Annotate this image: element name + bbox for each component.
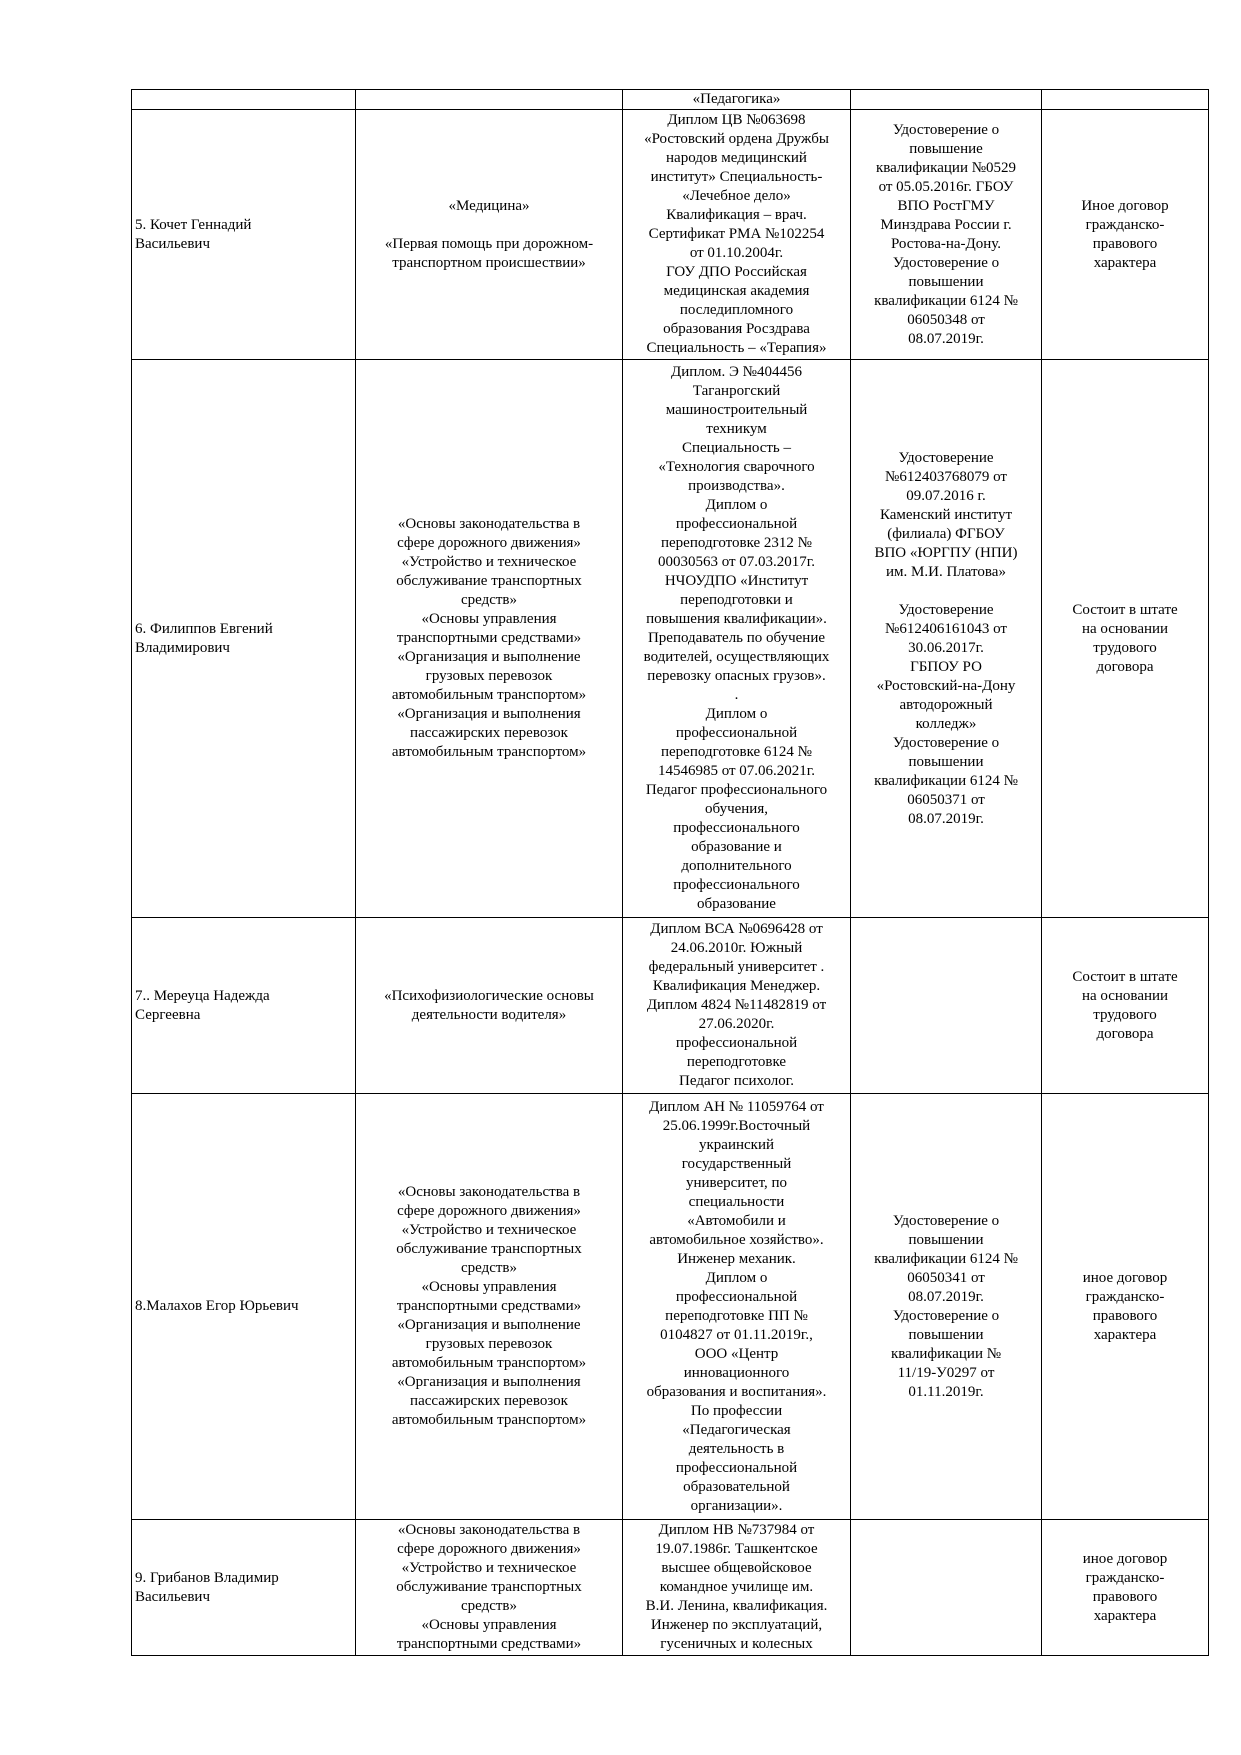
disciplines-line: обслуживание транспортных <box>396 573 582 589</box>
qualification-line: Удостоверение о <box>892 734 1000 751</box>
qualification-line: автодорожный <box>899 696 993 713</box>
education-cell <box>623 360 851 918</box>
education-line: федеральный университет . <box>648 959 825 975</box>
education-line: Педагог профессионального <box>645 782 828 798</box>
employment-status-cell <box>1042 1520 1209 1656</box>
qualification-line: 01.11.2019г. <box>908 1383 984 1400</box>
status-line: правового <box>1092 235 1158 252</box>
table-row <box>132 918 1209 1094</box>
disciplines-cell <box>356 110 623 360</box>
education-line: «Ростовский ордена Дружбы <box>644 131 829 147</box>
education-line: Специальность – <box>681 440 792 456</box>
status-line: на основании <box>1081 987 1169 1004</box>
status-line: Состоит в штате <box>1072 968 1178 985</box>
status-line: на основании <box>1081 620 1169 637</box>
education-line: гусеничных и колесных <box>660 1636 813 1652</box>
employment-status-cell <box>1042 360 1209 918</box>
education-line: 25.06.1999г.Восточный <box>662 1117 811 1134</box>
education-line: профессиональной <box>675 516 798 532</box>
disciplines-cell <box>356 1094 623 1520</box>
disciplines-line: «Организация и выполнения <box>397 1374 581 1390</box>
education-line: 14546985 от 07.06.2021г. <box>657 763 816 779</box>
education-line: организации». <box>690 1497 783 1514</box>
education-line: Инженер по эксплуатаций, <box>650 1617 823 1633</box>
education-line: Диплом о <box>705 706 768 722</box>
status-line: правового <box>1092 1588 1158 1605</box>
disciplines-line: транспортном происшествии» <box>392 254 586 271</box>
education-line: Диплом о <box>705 1269 768 1286</box>
education-cell <box>623 110 851 360</box>
education-line: перевозку опасных грузов». <box>647 668 826 684</box>
disciplines-line: грузовых перевозок <box>425 1336 553 1352</box>
qualification-line: повышении <box>908 753 984 770</box>
name-line: Владимирович <box>135 639 230 656</box>
status-line: Иное договор <box>1081 197 1169 214</box>
qualification-line: квалификации № <box>890 1345 1002 1362</box>
qualification-line: №612406161043 от <box>885 620 1007 637</box>
teacher-name-cell <box>132 1520 356 1656</box>
education-line: переподготовке ПП № <box>665 1307 808 1324</box>
education-line: Преподаватель по обучение <box>647 630 826 646</box>
education-line: Диплом. Э №404456 <box>671 364 802 380</box>
disciplines-line: автомобильным транспортом» <box>391 687 587 703</box>
education-line: командное училище им. <box>659 1579 814 1595</box>
education-line: водителей, осуществляющих <box>643 649 830 665</box>
education-line: Диплом о <box>705 497 768 513</box>
education-line: В.И. Ленина, квалификация. <box>645 1598 828 1614</box>
status-line: гражданско- <box>1085 216 1165 233</box>
education-line: последипломного <box>679 302 794 318</box>
education-line: профессиональной <box>675 725 798 741</box>
disciplines-line: «Первая помощь при дорожном- <box>384 235 594 252</box>
qualification-line: 06050348 от <box>907 311 985 328</box>
education-line: Диплом ЦВ №063698 <box>667 112 806 128</box>
status-line: иное договор <box>1082 1269 1168 1286</box>
disciplines-line: автомобильным транспортом» <box>391 744 587 760</box>
education-line: Диплом АН № 11059764 от <box>649 1098 824 1115</box>
qualification-line: Минздрава России г. <box>880 216 1012 233</box>
status-line: трудового <box>1093 1006 1157 1023</box>
education-line: Диплом 4824 №11482819 от <box>646 997 827 1013</box>
disciplines-line: средств» <box>460 1598 518 1614</box>
education-line: переподготовке 2312 № <box>661 535 812 551</box>
education-line: специальности <box>688 1193 785 1210</box>
education-line: народов медицинский <box>666 150 807 166</box>
education-line: институт» Специальность- <box>650 169 823 185</box>
qualification-line: Удостоверение о <box>892 254 1000 271</box>
qualification-line: 06050371 от <box>907 791 985 808</box>
disciplines-line: пассажирских перевозок <box>410 725 568 741</box>
disciplines-line <box>359 216 619 235</box>
qualification-cell <box>851 110 1042 360</box>
education-line: украинский <box>699 1136 774 1153</box>
qualification-line: №612403768079 от <box>885 468 1007 485</box>
education-line: университет, по <box>685 1174 788 1191</box>
employment-status-cell <box>1042 918 1209 1094</box>
education-line: производства». <box>688 478 785 494</box>
disciplines-line: грузовых перевозок <box>425 668 553 684</box>
education-line: государственный <box>681 1155 792 1172</box>
disciplines-line: сфере дорожного движения» <box>397 535 581 551</box>
disciplines-line: «Медицина» <box>448 197 530 214</box>
disciplines-line: сфере дорожного движения» <box>397 1541 581 1557</box>
education-line: ООО «Центр <box>694 1345 779 1362</box>
disciplines-line: транспортными средствами» <box>396 1298 582 1314</box>
education-line: повышения квалификации». <box>646 611 827 627</box>
disciplines-line: пассажирских перевозок <box>410 1393 568 1409</box>
education-line: «Педагогическая <box>682 1421 791 1438</box>
qualification-line: 08.07.2019г. <box>908 1288 984 1305</box>
qualification-line: ГБПОУ РО <box>910 658 982 675</box>
education-line: профессионального <box>673 877 800 893</box>
education-line: образование и <box>691 839 782 855</box>
education-line: дополнительного <box>681 858 792 874</box>
education-line: Диплом НВ №737984 от <box>658 1522 815 1538</box>
education-line: профессиональной <box>675 1288 798 1305</box>
education-line: 27.06.2020г. <box>698 1016 775 1032</box>
disciplines-cell <box>356 918 623 1094</box>
status-line: договора <box>1096 658 1154 675</box>
education-line: переподготовке <box>686 1054 787 1070</box>
employment-status-cell <box>1042 110 1209 360</box>
education-line: «Технология сварочного <box>658 459 815 475</box>
qualification-cell <box>851 90 1042 110</box>
status-line: иное договор <box>1082 1550 1168 1567</box>
disciplines-cell <box>356 360 623 918</box>
disciplines-line: «Основы управления <box>421 611 557 627</box>
status-line: гражданско- <box>1085 1288 1165 1305</box>
disciplines-line: «Устройство и техническое <box>401 554 577 570</box>
education-line: Инженер механик. <box>677 1250 796 1267</box>
status-line: Состоит в штате <box>1072 601 1178 618</box>
education-line: 19.07.1986г. Ташкентское <box>655 1541 818 1557</box>
qualification-line: квалификации №0529 <box>875 159 1017 176</box>
qualification-cell <box>851 918 1042 1094</box>
table-row <box>132 110 1209 360</box>
education-line: «Педагогика» <box>692 91 781 107</box>
disciplines-line: транспортными средствами» <box>396 1636 582 1652</box>
disciplines-line: средств» <box>460 1260 518 1276</box>
qualification-line: Каменский институт <box>879 506 1013 523</box>
qualification-line <box>854 582 1038 601</box>
qualification-line: повышение <box>909 140 983 157</box>
disciplines-line: сфере дорожного движения» <box>397 1203 581 1219</box>
education-line: «Лечебное дело» <box>682 188 791 204</box>
qualification-line: повышении <box>908 273 984 290</box>
qualification-line: 11/19-У0297 от <box>897 1364 995 1381</box>
disciplines-line: автомобильным транспортом» <box>391 1355 587 1371</box>
education-line: образовательной <box>683 1478 790 1495</box>
education-line: медицинская академия <box>663 283 810 299</box>
disciplines-line: «Основы законодательства в <box>397 1184 581 1200</box>
name-line: Васильевич <box>135 1588 210 1605</box>
qualification-cell <box>851 1520 1042 1656</box>
table-row <box>132 90 1209 110</box>
qualification-line: Удостоверение о <box>892 121 1000 138</box>
qualification-line: (филиала) ФГБОУ <box>887 525 1005 542</box>
name-line: 5. Кочет Геннадий <box>135 216 252 233</box>
qualification-line: ВПО «ЮРГПУ (НПИ) <box>874 544 1018 561</box>
name-line: Васильевич <box>135 235 210 252</box>
qualification-line: 09.07.2016 г. <box>906 487 986 504</box>
qualification-line: им. М.И. Платова» <box>886 563 1006 580</box>
education-cell <box>623 90 851 110</box>
disciplines-line: «Основы законодательства в <box>397 516 581 532</box>
qualification-cell <box>851 1094 1042 1520</box>
education-line: машиностроительный <box>665 402 808 418</box>
education-line: 00030563 от 07.03.2017г. <box>657 554 816 570</box>
name-line: 7.. Мереуца Надежда <box>135 987 270 1004</box>
education-line: профессионального <box>673 820 800 836</box>
staff-table <box>131 89 1209 1656</box>
table-row <box>132 1094 1209 1520</box>
disciplines-line: автомобильным транспортом» <box>391 1412 587 1428</box>
education-line: инновационного <box>683 1364 790 1381</box>
qualification-line: от 05.05.2016г. ГБОУ <box>878 178 1014 195</box>
qualification-line: квалификации 6124 № <box>874 772 1018 789</box>
education-line: «Автомобили и <box>687 1212 786 1229</box>
status-line: трудового <box>1093 639 1157 656</box>
disciplines-line: «Организация и выполнение <box>397 1317 581 1333</box>
education-line: техникум <box>706 421 767 437</box>
education-cell <box>623 1094 851 1520</box>
disciplines-line: «Психофизиологические основы <box>384 987 594 1004</box>
teacher-name-cell <box>132 1094 356 1520</box>
name-line: 6. Филиппов Евгений <box>135 620 273 637</box>
status-line: правового <box>1092 1307 1158 1324</box>
qualification-line: 08.07.2019г. <box>908 810 984 827</box>
employment-status-cell <box>1042 1094 1209 1520</box>
education-line: . <box>734 687 739 703</box>
table-row <box>132 1520 1209 1656</box>
education-line: Таганрогский <box>692 383 781 399</box>
education-line: обучения, <box>705 801 768 817</box>
status-line: характера <box>1093 1607 1157 1624</box>
disciplines-cell <box>356 1520 623 1656</box>
education-line: По профессии <box>690 1402 783 1419</box>
education-line: Квалификация – врач. <box>666 207 807 223</box>
disciplines-line: «Основы управления <box>421 1617 557 1633</box>
qualification-line: Удостоверение <box>898 449 994 466</box>
teacher-name-cell <box>132 110 356 360</box>
disciplines-line: «Устройство и техническое <box>401 1222 577 1238</box>
education-line: ГОУ ДПО Российская <box>666 264 807 280</box>
education-line: высшее общевойсковое <box>661 1560 812 1576</box>
qualification-line: ВПО РостГМУ <box>897 197 995 214</box>
qualification-line: «Ростовский-на-Дону <box>876 677 1016 694</box>
name-line: Сергеевна <box>135 1006 201 1023</box>
education-line: переподготовки и <box>680 592 793 608</box>
teacher-name-cell <box>132 918 356 1094</box>
education-line: Педагог психолог. <box>679 1073 794 1089</box>
education-line: Квалификация Менеджер. <box>652 978 821 994</box>
qualification-line: 30.06.2017г. <box>908 639 984 656</box>
qualification-line: 06050341 от <box>907 1269 985 1286</box>
table-row <box>132 360 1209 918</box>
education-line: образования и воспитания». <box>646 1383 827 1400</box>
education-line: НЧОУДПО «Институт <box>664 573 809 589</box>
disciplines-line: «Основы законодательства в <box>397 1522 581 1538</box>
education-line: профессиональной <box>675 1459 798 1476</box>
education-line: Диплом ВСА №0696428 от <box>650 921 823 937</box>
education-line: Специальность – «Терапия» <box>646 340 827 356</box>
teacher-name-cell <box>132 90 356 110</box>
education-line: Сертификат РМА №102254 <box>648 226 825 242</box>
qualification-line: Удостоверение <box>898 601 994 618</box>
qualification-line: квалификации 6124 № <box>874 1250 1018 1267</box>
disciplines-line: «Организация и выполнения <box>397 706 581 722</box>
status-line: характера <box>1093 254 1157 271</box>
disciplines-line: деятельности водителя» <box>411 1006 567 1023</box>
disciplines-line: «Основы управления <box>421 1279 557 1295</box>
education-line: образования Росздрава <box>663 321 810 337</box>
disciplines-cell <box>356 90 623 110</box>
qualification-line: повышении <box>908 1231 984 1248</box>
qualification-line: квалификации 6124 № <box>874 292 1018 309</box>
name-line: 8.Малахов Егор Юрьевич <box>135 1298 299 1314</box>
disciplines-line: транспортными средствами» <box>396 630 582 646</box>
education-line: 0104827 от 01.11.2019г., <box>660 1326 813 1343</box>
qualification-cell <box>851 360 1042 918</box>
education-cell <box>623 918 851 1094</box>
qualification-line: Удостоверение о <box>892 1307 1000 1324</box>
qualification-line: колледж» <box>915 715 977 732</box>
employment-status-cell <box>1042 90 1209 110</box>
qualification-line: Ростова-на-Дону. <box>890 235 1002 252</box>
disciplines-line: средств» <box>460 592 518 608</box>
disciplines-line: «Устройство и техническое <box>401 1560 577 1576</box>
education-line: деятельность в <box>688 1440 785 1457</box>
teacher-name-cell <box>132 360 356 918</box>
education-line: образование <box>697 896 776 912</box>
education-line: автомобильное хозяйство». <box>649 1231 824 1248</box>
education-line: переподготовке 6124 № <box>661 744 812 760</box>
disciplines-line: обслуживание транспортных <box>396 1241 582 1257</box>
education-line: от 01.10.2004г. <box>689 245 784 261</box>
name-line: 9. Грибанов Владимир <box>135 1569 279 1586</box>
status-line: договора <box>1096 1025 1154 1042</box>
education-line: 24.06.2010г. Южный <box>670 940 803 956</box>
disciplines-line: обслуживание транспортных <box>396 1579 582 1595</box>
qualification-line: повышении <box>908 1326 984 1343</box>
qualification-line: 08.07.2019г. <box>908 330 984 347</box>
status-line: гражданско- <box>1085 1569 1165 1586</box>
disciplines-line: «Организация и выполнение <box>397 649 581 665</box>
qualification-line: Удостоверение о <box>892 1212 1000 1229</box>
education-line: профессиональной <box>675 1035 798 1051</box>
education-cell <box>623 1520 851 1656</box>
status-line: характера <box>1093 1326 1157 1343</box>
